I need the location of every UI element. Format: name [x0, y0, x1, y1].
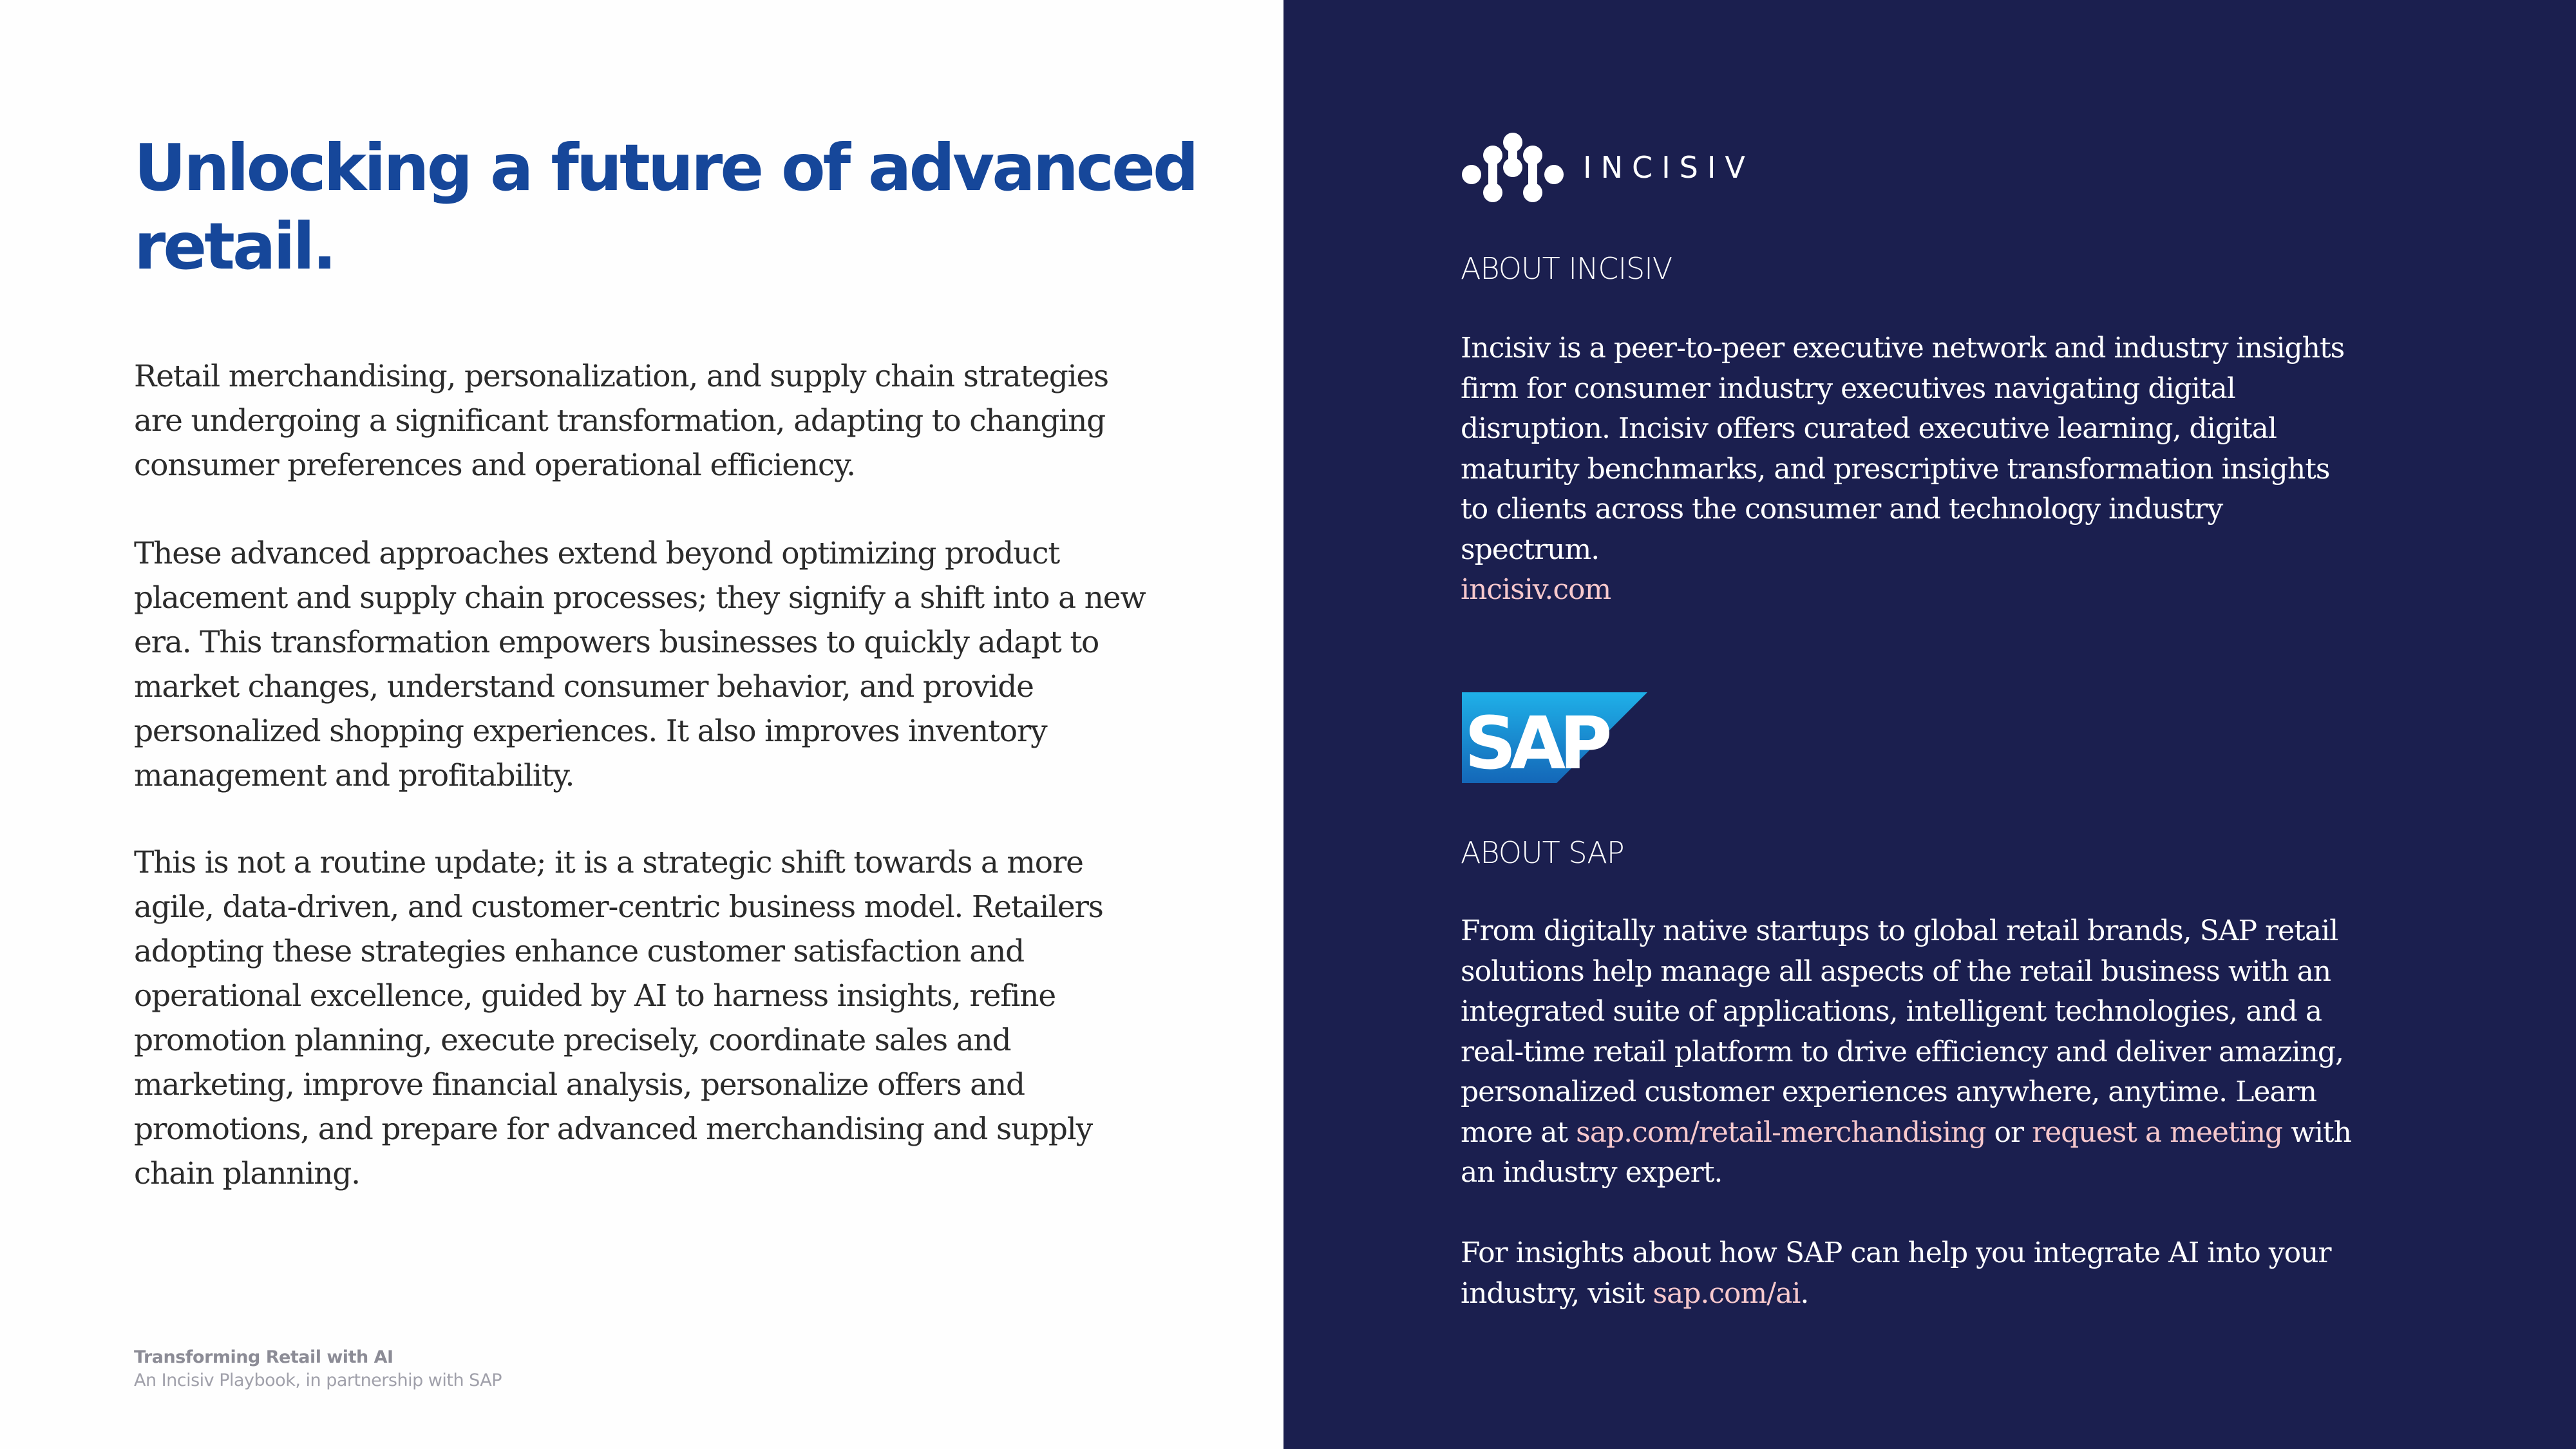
sap-ai-paragraph: [1461, 1233, 2362, 1314]
footer-title: Transforming Retail with AI: [134, 1347, 393, 1367]
footer-subtitle: An Incisiv Playbook, in partnership with SAP: [134, 1370, 502, 1390]
sap-description: [1461, 911, 2362, 1193]
sap-ai-text: For insights about how SAP can help you integrate AI into your industry, visit: [1461, 1236, 2331, 1310]
or-text: or: [1985, 1115, 2032, 1149]
about-sap-heading: ABOUT SAP: [1461, 835, 1624, 870]
sap-description-suffix: with an industry expert.: [1461, 1115, 2351, 1189]
incisiv-website-link[interactable]: incisiv.com: [1461, 573, 1611, 606]
sap-ai-suffix: .: [1800, 1276, 1809, 1310]
about-incisiv-heading: ABOUT INCISIV: [1461, 251, 1672, 286]
sap-logo-text: SAP: [1464, 702, 1606, 783]
incisiv-link-line: [1461, 570, 2362, 611]
request-meeting-link[interactable]: request a meeting: [2032, 1115, 2283, 1149]
sap-description-text: From digitally native startups to global retail brands, SAP retail solutions help manage all aspects of the retail business with an integrated suite of applications, intelligent technologies, and a real-time retail platform to drive efficiency and deliver amazing, personalized customer experiences anywhere, anytime. Learn more at: [1461, 914, 2344, 1149]
intro-paragraph-1: Retail merchandising, personalization, and supply chain strategies are undergoing a significant transformation, adapting to changing consumer preferences and operational efficiency.: [134, 359, 1108, 483]
incisiv-logo: [1461, 132, 1770, 203]
sap-ai-link[interactable]: sap.com/ai: [1653, 1276, 1801, 1310]
incisiv-dots-logo-icon: [1461, 132, 1565, 203]
page-footer: [134, 1346, 502, 1392]
sap-logo: [1462, 692, 1647, 783]
intro-paragraph-3: This is not a routine update; it is a strategic shift towards a more agile, data-driven, and customer-centric business model. Retailers adopting these strategies enhance customer satisfaction and operational excellence, guided by AI to harness insights, refine promotion planning, execute precisely, coordinate sales and marketing, improve financial analysis, personalize offers and promotions, and prepare for advanced merchandising and supply chain planning.: [134, 845, 1103, 1191]
left-panel: [0, 0, 1283, 1449]
incisiv-description: Incisiv is a peer-to-peer executive network and industry insights firm for consumer industry executives navigating digital disruption. Incisiv offers curated executive learning, digital maturity benchmarks, and prescriptive transformation insights to clients across the consumer and technology industry spectrum.: [1461, 332, 2345, 566]
incisiv-wordmark: INCISIV: [1583, 150, 1754, 185]
intro-paragraph-2: These advanced approaches extend beyond optimizing product placement and supply chain processes; they signify a shift into a new era. This transformation empowers businesses to quickly adapt to market changes, understand consumer behavior, and provide personalized shopping experiences. It also improves inventory management and profitability.: [134, 536, 1146, 793]
page-title: Unlocking a future of advanced retail.: [134, 130, 1197, 284]
sap-retail-merchandising-link[interactable]: sap.com/retail-merchandising: [1576, 1115, 1986, 1149]
